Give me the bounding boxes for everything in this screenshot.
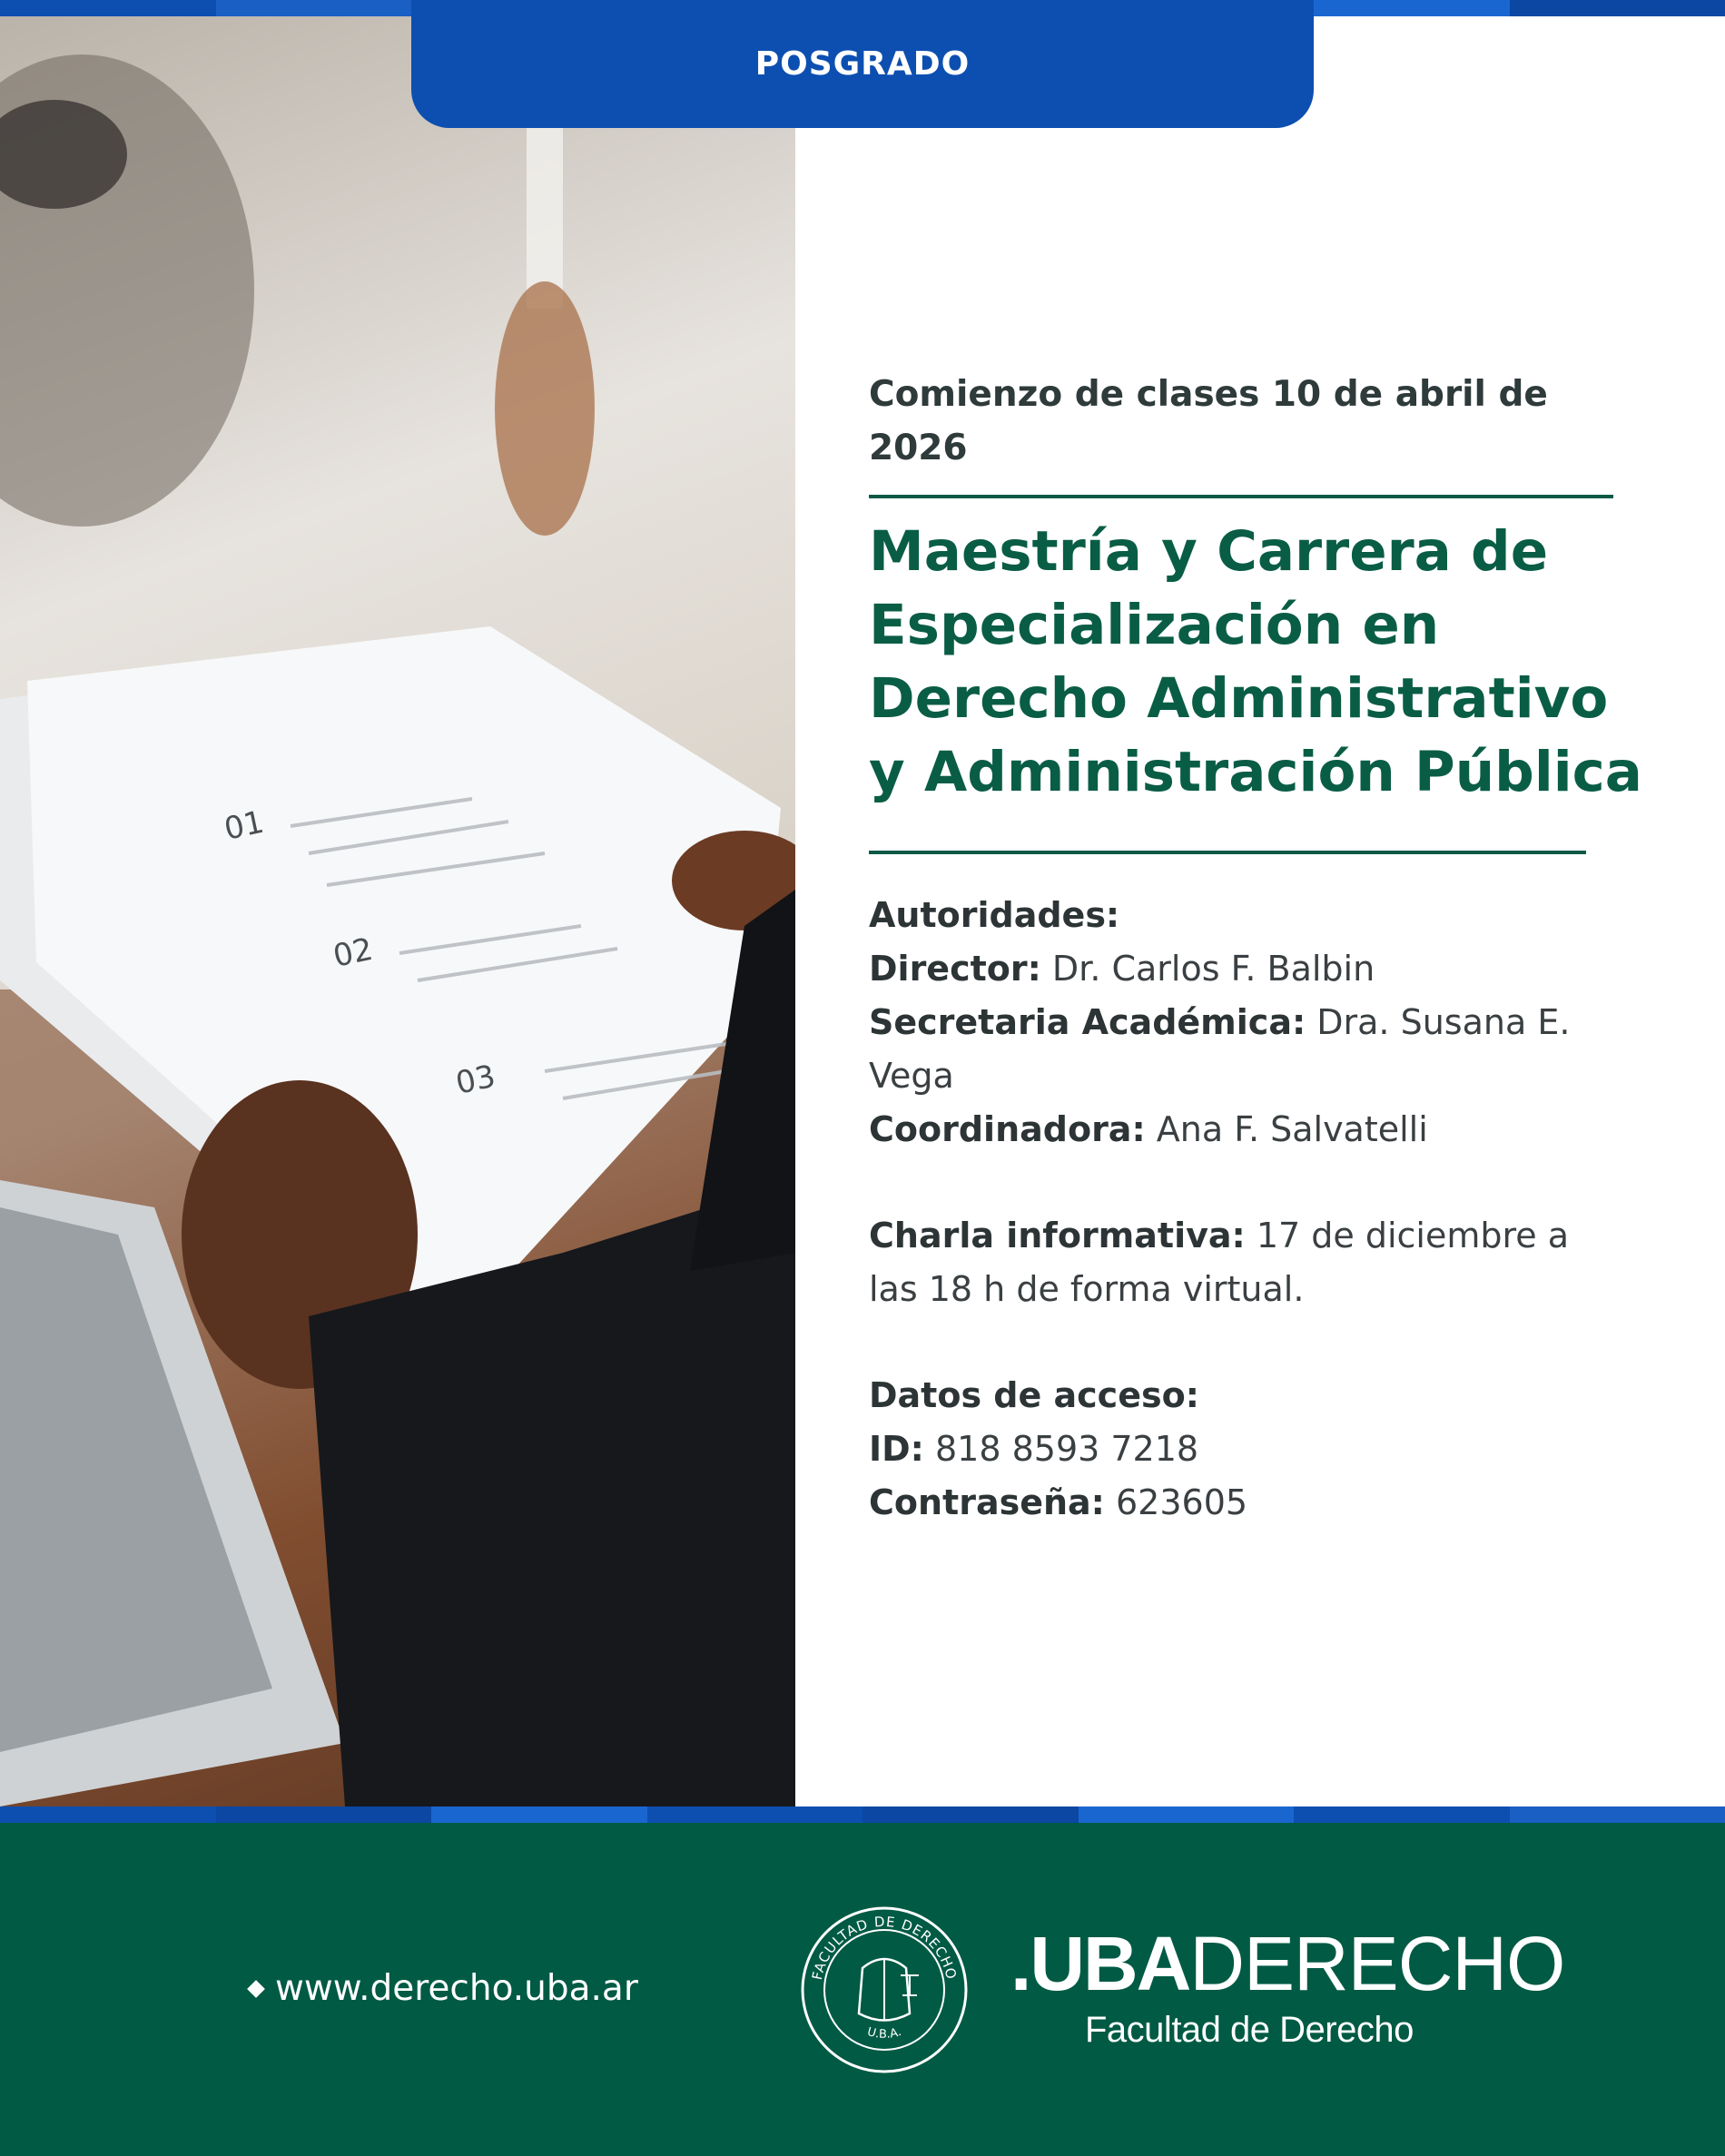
director-name: Dr. Carlos F. Balbin (1051, 949, 1375, 989)
svg-text:U.B.A.: U.B.A. (865, 2025, 903, 2042)
authorities-block (869, 889, 1613, 1530)
access-password-value: 623605 (1115, 1482, 1248, 1522)
photo-illustration (0, 0, 795, 1807)
website-text: www.derecho.uba.ar (275, 1968, 638, 2009)
bottom-color-stripe (0, 1807, 1725, 1823)
director-label: Director: (869, 949, 1041, 989)
secretary-label: Secretaria Académica: (869, 1002, 1306, 1042)
access-password-label: Contraseña: (869, 1482, 1105, 1522)
hero-photo (0, 0, 795, 1807)
footer (0, 1823, 1725, 2156)
access-id-value: 818 8593 7218 (934, 1429, 1199, 1469)
uba-derecho-logo (1010, 1923, 1564, 2051)
doc-number-2: 02 (330, 930, 377, 975)
doc-number-3: 03 (452, 1058, 499, 1102)
access-id-label: ID: (869, 1429, 924, 1469)
doc-number-1: 01 (221, 803, 268, 848)
talk-text: 17 de diciembre a las 18 h de forma virtual. (869, 1216, 1570, 1309)
program-info (869, 368, 1642, 1530)
svg-text:FACULTAD DE DERECHO: FACULTAD DE DERECHO (808, 1913, 961, 1982)
divider-top (869, 495, 1613, 498)
talk-label: Charla informativa: (869, 1216, 1246, 1255)
coordinator-label: Coordinadora: (869, 1109, 1146, 1149)
info-talk (869, 1209, 1613, 1316)
brand-subtitle: Facultad de Derecho (1085, 2010, 1414, 2050)
brand-light: DERECHO (1189, 1921, 1565, 2006)
posgrado-header-tab (411, 0, 1314, 128)
program-title: Maestría y Carrera de Especialización en Derecho Administrativo y Administración Pública (869, 519, 1642, 804)
authorities-heading: Autoridades: (869, 895, 1120, 935)
access-heading: Datos de acceso: (869, 1375, 1199, 1415)
diamond-icon (247, 1980, 265, 1998)
start-date: Comienzo de clases 10 de abril de 2026 (869, 374, 1548, 468)
header-label: POSGRADO (754, 45, 971, 83)
website-link[interactable] (250, 1968, 638, 2009)
faculty-seal-logo (799, 1905, 970, 2075)
coordinator-name: Ana F. Salvatelli (1156, 1109, 1428, 1149)
secretary-name: Dra. Susana E. Vega (869, 1002, 1571, 1096)
brand-bold: .UBA (1010, 1921, 1190, 2006)
divider-bottom (869, 851, 1586, 854)
